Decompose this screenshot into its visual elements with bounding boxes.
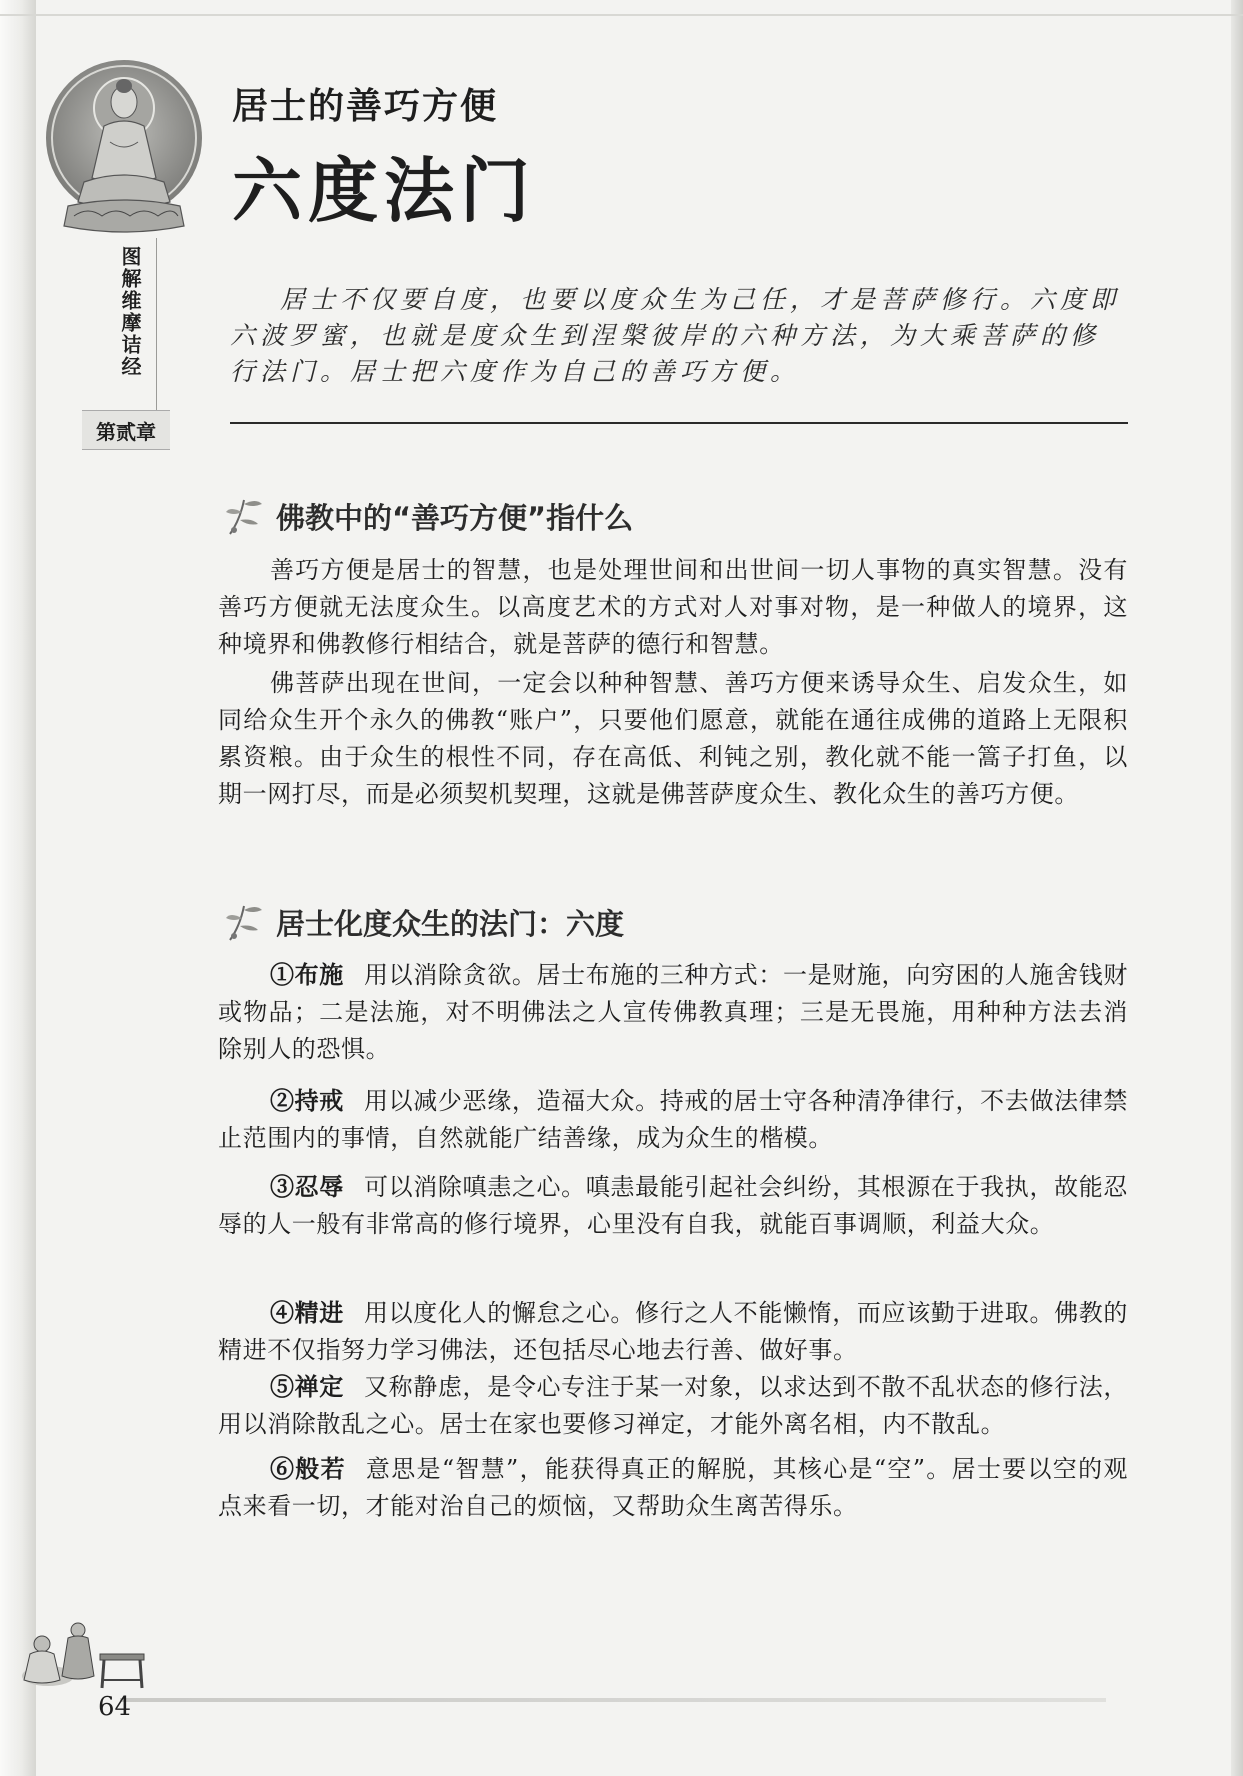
book-title-vertical: 图解维摩诘经 [118, 246, 142, 378]
paramita-name: ②持戒 [270, 1086, 344, 1115]
paramita-item [218, 1368, 1128, 1443]
scholars-scene-icon [14, 1606, 154, 1696]
top-rule [0, 14, 1243, 16]
chapter-tab: 第贰章 [82, 410, 170, 450]
paragraph-2: 佛菩萨出现在世间，一定会以种种智慧、善巧方便来诱导众生、启发众生，如同给众生开个永久的佛教“账户”，只要他们愿意，就能在通往成佛的道路上无限积累资粮。由于众生的根性不同，存在高低、利钝之别，教化就不能一篙子打鱼，以期一网打尽，而是必须契机契理，这就是佛菩萨度众生、教化众生的善巧方便。 [218, 669, 1128, 808]
paramita-item [218, 1168, 1128, 1243]
paramita-text: 意思是“智慧”，能获得真正的解脱，其核心是“空”。居士要以空的观点来看一切，才能对治自己的烦恼，又帮助众生离苦得乐。 [218, 1455, 1128, 1520]
bamboo-sprig-icon [222, 494, 266, 538]
page-right-edge [1231, 0, 1243, 1776]
page-gutter [0, 0, 36, 1776]
section-heading-2 [222, 900, 624, 944]
paramita-name: ①布施 [270, 960, 344, 989]
paramita-text: 可以消除嗔恚之心。嗔恚最能引起社会纠纷，其根源在于我执，故能忍辱的人一般有非常高的修行境界，心里没有自我，就能百事调顺，利益大众。 [218, 1173, 1128, 1238]
page-title: 六度法门 [232, 149, 536, 232]
paramita-item [218, 1450, 1128, 1525]
paragraph-1: 善巧方便是居士的智慧，也是处理世间和出世间一切人事物的真实智慧。没有善巧方便就无法度众生。以高度艺术的方式对人对事对物，是一种做人的境界，这种境界和佛教修行相结合，就是菩萨的德行和智慧。 [218, 556, 1128, 658]
paramita-text: 用以消除贪欲。居士布施的三种方式：一是财施，向穷困的人施舍钱财或物品；二是法施，对不明佛法之人宣传佛教真理；三是无畏施，用种种方法去消除别人的恐惧。 [218, 961, 1128, 1063]
paramita-item [218, 1082, 1128, 1157]
section-heading-2-text: 居士化度众生的法门：六度 [276, 906, 625, 941]
page-number: 64 [98, 1692, 132, 1722]
intro-paragraph: 居士不仅要自度，也要以度众生为己任，才是菩萨修行。六度即六波罗蜜，也就是度众生到涅槃彼岸的六种方法，为大乘菩萨的修行法门。居士把六度作为自己的善巧方便。 [230, 285, 1121, 386]
paramita-item [218, 956, 1128, 1068]
section-1-body [218, 552, 1128, 815]
section-heading-1 [222, 494, 633, 538]
footer-rule [120, 1698, 1106, 1702]
side-divider [156, 238, 157, 410]
section-heading-1-text: 佛教中的“善巧方便”指什么 [276, 500, 634, 535]
buddha-medallion-icon [44, 56, 204, 236]
paramita-name: ④精进 [270, 1298, 344, 1327]
paramita-item [218, 1294, 1128, 1369]
paramita-text: 用以减少恶缘，造福大众。持戒的居士守各种清净律行，不去做法律禁止范围内的事情，自然就能广结善缘，成为众生的楷模。 [218, 1087, 1128, 1152]
paramita-text: 用以度化人的懈怠之心。修行之人不能懒惰，而应该勤于进取。佛教的精进不仅指努力学习佛法，还包括尽心地去行善、做好事。 [218, 1299, 1128, 1364]
intro-rule [230, 422, 1128, 424]
bamboo-sprig-icon [222, 900, 266, 944]
paramita-text: 又称静虑，是令心专注于某一对象，以求达到不散不乱状态的修行法，用以消除散乱之心。居士在家也要修习禅定，才能外离名相，内不散乱。 [218, 1373, 1128, 1438]
paramita-name: ⑤禅定 [270, 1372, 344, 1401]
page-subtitle: 居士的善巧方便 [232, 85, 499, 127]
paramita-name: ⑥般若 [270, 1454, 346, 1483]
paramita-name: ③忍辱 [270, 1172, 344, 1201]
